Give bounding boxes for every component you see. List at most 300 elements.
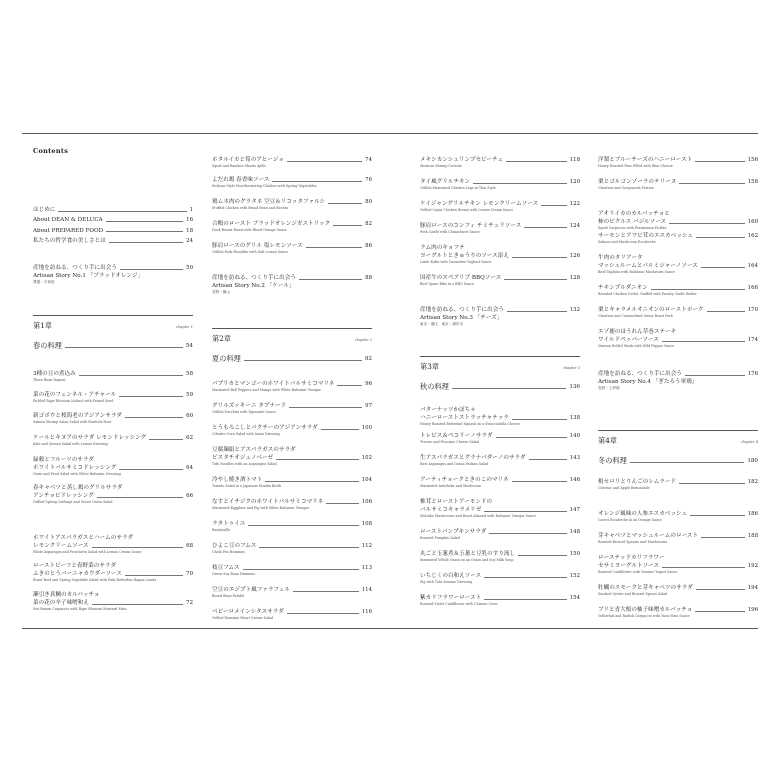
- leader-line: [529, 459, 567, 460]
- entry-title: ふきのとうバーニャカウダーソース: [33, 571, 122, 578]
- entry-subtitle: Grilled Cajun Chicken Breast with Lemon Cream Sauce: [420, 208, 514, 213]
- entry-subtitle: Beef Spare Ribs in a BBQ Sauce: [420, 282, 474, 287]
- entry-subtitle: Grilled Pork Shoulder with Salt Lemon Sauce: [212, 250, 288, 255]
- leader-line: [701, 537, 745, 538]
- entry-title: 国産牛のスペアリブ BBQソース: [420, 275, 502, 281]
- leader-line: [92, 547, 184, 548]
- entry-title: メキシカンシュリンプセビーチェ: [420, 157, 504, 163]
- page-number: 176: [747, 371, 758, 377]
- entry-line: [33, 434, 193, 442]
- page-number: 146: [569, 477, 580, 483]
- entry-title: 紫カリフラワーロースト: [420, 595, 482, 601]
- page-number: 158: [747, 179, 758, 185]
- toc-entry: [598, 510, 758, 523]
- chapter-english: chapter 3: [562, 366, 580, 370]
- toc-entry: [212, 446, 372, 467]
- page-number: 74: [365, 157, 372, 163]
- toc-entry: [598, 306, 758, 319]
- leader-line: [524, 227, 566, 228]
- page-number: 62: [186, 435, 193, 441]
- entry-title: オレンジ風味の人参エスカベッシュ: [598, 511, 688, 517]
- entry-subtitle: Yellowtail and Radish Carpaccio with Yuzu Miso Sauce: [598, 614, 690, 619]
- leader-line: [489, 533, 566, 534]
- page-number: 174: [747, 337, 758, 344]
- toc-entry: [33, 391, 193, 404]
- leader-line: [630, 462, 745, 463]
- page-number: 64: [186, 465, 193, 472]
- entry-subtitle: Shiitake Mushrooms and Roast Almond with Balsamic Vinegar Sauce: [420, 514, 536, 519]
- story-title-text: Artisan Story No.1 「ブラッドオレンジ」: [33, 273, 144, 280]
- toc-entry: [33, 412, 193, 425]
- entry-title: ワイルドペッパーソース: [598, 337, 659, 344]
- page-number: 132: [569, 307, 580, 313]
- leader-line: [248, 525, 359, 526]
- entry-title: タイ風グリルチキン: [420, 179, 471, 185]
- page-number: 68: [186, 543, 193, 550]
- entry-title: 空豆のエジプト風ファラフェル: [212, 587, 290, 593]
- entry-title: About DEAN & DELUCA: [33, 217, 103, 224]
- entry-line: [33, 484, 193, 492]
- chapter-label: 第3章: [420, 362, 439, 371]
- intro-line: [33, 206, 193, 214]
- page-number: 166: [747, 285, 758, 291]
- page-number: 72: [186, 600, 193, 607]
- entry-title: ラム肉のキョフテ: [420, 245, 465, 251]
- entry-line: [33, 599, 193, 607]
- leader-line: [473, 183, 567, 184]
- entry-title: 私たちの哲学食の美しさとは: [33, 238, 106, 245]
- leader-line: [97, 497, 183, 498]
- story-location: 長野・上伊那: [598, 386, 620, 391]
- entry-line: [212, 156, 372, 164]
- entry-line: [598, 218, 758, 226]
- leader-line: [507, 311, 567, 312]
- page-number: 54: [185, 343, 193, 349]
- story-title-text: Artisan Story No.3 「チーズ」: [420, 315, 503, 322]
- entry-title: 丸ごと玉葱煮＆玉葱と豆乳のすり流し: [420, 551, 516, 557]
- entry-subtitle: Chick Pea Hummus: [212, 550, 245, 555]
- toc-entry: [598, 478, 758, 491]
- entry-line: [598, 510, 758, 518]
- entry-subtitle: Venison Rolled Steak with Wild Pepper Sauce: [598, 344, 675, 349]
- entry-line: [598, 584, 758, 592]
- story-title: [598, 378, 758, 386]
- story-location: 東京・港区、東京・調布市: [420, 322, 464, 327]
- page-number: 140: [569, 433, 580, 439]
- leader-line: [79, 375, 183, 376]
- toc-entry: [212, 564, 372, 577]
- entry-line: [420, 476, 580, 484]
- entry-subtitle: Treviso and Pecorino Cheese Salad: [420, 440, 479, 445]
- entry-title: ケールとキヌアのサラダ レモンドレッシング: [33, 435, 147, 441]
- top-rule: [22, 133, 758, 134]
- entry-line: [212, 380, 372, 388]
- entry-title: なすとイチジクのホワイトバルサミコマリネ: [212, 499, 324, 505]
- entry-title: 緑穀とフルーツのサラダ: [33, 457, 95, 463]
- entry-line: [598, 254, 758, 262]
- entry-subtitle: Duck Breast Roast with Blood Orange Sauce: [212, 228, 287, 233]
- leader-line: [484, 577, 566, 578]
- leader-line: [244, 360, 362, 361]
- toc-entry: [212, 586, 372, 599]
- entry-line: [420, 274, 580, 282]
- entry-title: 産地を訪ねる、つくり手に出会う: [212, 275, 296, 281]
- leader-line: [701, 267, 745, 268]
- page-number: 80: [365, 199, 372, 205]
- entry-title: ローストビーフと春野菜のサラダ: [33, 563, 117, 569]
- entry-line: [598, 156, 758, 164]
- entry-title: 新ゴボウと桜海老のアジアンサラダ: [33, 413, 122, 419]
- entry-line: [33, 412, 193, 420]
- artisan-story-3: [420, 306, 580, 328]
- leader-line: [651, 289, 745, 290]
- toc-entry: [33, 591, 193, 612]
- entry-line: [598, 336, 758, 344]
- toc-entry: [212, 402, 372, 415]
- toc-entry: [212, 542, 372, 555]
- entry-title: 枝豆フムス: [212, 565, 240, 571]
- entry-subtitle: Tofu Noodles with an Asparagus Salad: [212, 462, 277, 467]
- entry-subtitle: Stuffed Chicken with Broad Bean and Ricotta: [212, 206, 289, 211]
- leader-line: [679, 483, 745, 484]
- entry-subtitle: Three Bean Ragout: [33, 378, 66, 383]
- entry-title: ローステッドカリフラワー: [598, 555, 665, 561]
- leader-line: [287, 613, 359, 614]
- artisan-story-1: [33, 264, 193, 286]
- leader-line: [504, 279, 566, 280]
- entry-line: [212, 402, 372, 410]
- entry-title: About PREPARED FOOD: [33, 227, 104, 234]
- toc-entry: [33, 534, 193, 555]
- toc-entry: [598, 254, 758, 275]
- entry-line: [420, 528, 580, 536]
- entry-line: [420, 594, 580, 602]
- season-title: [212, 354, 372, 364]
- entry-subtitle: Roasted Cauliflower with Sesame Yogurt Sauce: [598, 570, 678, 575]
- entry-subtitle: Roast Beef and Spring Vegetable Salad with Fuki Butterbur Bagna Cauda: [33, 578, 157, 583]
- entry-subtitle: Celeriac and Apple Remoulade: [598, 486, 650, 491]
- page-number: 160: [747, 219, 758, 226]
- toc-entry: [420, 222, 580, 235]
- leader-line: [452, 388, 567, 389]
- page-number: 96: [365, 381, 372, 387]
- chapter-2-header: [212, 328, 372, 344]
- entry-line: [420, 244, 580, 252]
- chapter-1-header: [33, 315, 193, 331]
- entry-title: 冬の料理: [598, 456, 627, 465]
- leader-line: [696, 589, 745, 590]
- entry-subtitle: Cilantro Corn Salad with Asian Dressing: [212, 432, 280, 437]
- leader-line: [690, 515, 745, 516]
- entry-title: とうもろこしとパクチーのアジアンサラダ: [212, 425, 318, 431]
- entry-subtitle: Grilled Zucchini with Tapenade Sauce: [212, 410, 276, 415]
- page-number: 156: [747, 157, 758, 163]
- entry-subtitle: White Asparagus and Prosciutto Salad with Lemon Cream Sauce: [33, 550, 142, 555]
- leader-line: [696, 237, 745, 238]
- leader-line: [299, 279, 362, 280]
- page-number: 154: [569, 595, 580, 601]
- leader-line: [65, 347, 183, 348]
- chapter-row: [420, 362, 580, 372]
- toc-entry: [420, 156, 580, 169]
- entry-line: [212, 176, 372, 184]
- entry-subtitle: Broad Bean Falafel: [212, 594, 244, 599]
- entry-line: [598, 232, 758, 240]
- entry-title: 豆腐麺絹とアスパラガスのサラダ: [212, 447, 296, 453]
- leader-line: [149, 439, 183, 440]
- toc-entry: [420, 476, 580, 489]
- leader-line: [106, 231, 183, 232]
- page-number: 128: [569, 275, 580, 281]
- entry-subtitle: Grain and Fruit Salad with White Balsamic Dressing: [33, 472, 121, 477]
- page-number: 138: [569, 415, 580, 422]
- entry-title: アオリイカのカルパッチョと: [598, 211, 670, 217]
- entry-title: ヨーグルトときゅうりのソース添え: [420, 253, 509, 260]
- entry-title: 豚肩ロースのグリル 塩レモンソース: [212, 243, 303, 249]
- toc-entry: [420, 572, 580, 585]
- leader-line: [276, 459, 359, 460]
- entry-line: [420, 498, 580, 506]
- leader-line: [293, 591, 359, 592]
- toc-entry: [33, 370, 193, 383]
- entry-line: [212, 498, 372, 506]
- chapter-label: 第2章: [212, 334, 231, 343]
- entry-line: [212, 608, 372, 616]
- entry-line: [420, 506, 580, 514]
- leader-line: [243, 569, 359, 570]
- leader-line: [662, 341, 745, 342]
- entry-title: ピスタチオジェノベーゼ: [212, 455, 274, 462]
- toc-entry: [420, 594, 580, 607]
- toc-entry: [420, 200, 580, 213]
- leader-line: [512, 257, 567, 258]
- page-number: 116: [361, 609, 372, 615]
- contents-title: Contents: [33, 147, 69, 155]
- page-number: 164: [747, 263, 758, 270]
- page-number: 1: [189, 207, 193, 213]
- entry-subtitle: Mexican Shrimp Ceviche: [420, 164, 462, 169]
- entry-title: 牛肉のタリアータ: [598, 255, 643, 261]
- leader-line: [662, 567, 745, 568]
- page-number: 126: [569, 253, 580, 260]
- entry-line: [420, 252, 580, 260]
- leader-line: [125, 575, 183, 576]
- entry-title: グリルズッキーニ タプナード: [212, 403, 287, 409]
- toc-entry: [212, 176, 372, 189]
- entry-title: 夏の料理: [212, 354, 241, 363]
- entry-title: ケイジャングリルチキン レモンクリームソース: [420, 201, 539, 207]
- page-number: 114: [361, 587, 372, 593]
- entry-title: いちじくの白和えソース: [420, 573, 482, 579]
- leader-line: [119, 396, 183, 397]
- toc-entry: [212, 380, 372, 393]
- toc-entry: [420, 406, 580, 427]
- entry-title: ホワイトアスパラガスとハームのサラダ: [33, 535, 134, 541]
- entry-title: ラタトゥイユ: [212, 521, 246, 527]
- leader-line: [306, 247, 362, 248]
- leader-line: [321, 429, 359, 430]
- intro-entry: [33, 206, 193, 214]
- intro-line: [33, 227, 193, 235]
- entry-subtitle: Grilled Spring Cabbage and Green Onion Salad: [33, 500, 113, 505]
- entry-title: 豚肩ロースのコンフィ チミチュリソース: [420, 223, 522, 229]
- page-number: 122: [569, 201, 580, 207]
- leader-line: [287, 161, 362, 162]
- entry-title: 芽キャベツとマッシュルームのロースト: [598, 533, 699, 539]
- page-number: 182: [747, 479, 758, 485]
- toc-entry: [598, 606, 758, 619]
- entry-title: 秋の料理: [420, 382, 449, 391]
- story-title: [212, 282, 372, 290]
- page-number: 170: [747, 307, 758, 313]
- story-location: 長野・飯山: [212, 290, 230, 295]
- entry-line: [598, 554, 758, 562]
- entry-line: [33, 492, 193, 500]
- entry-subtitle: Sea Bream Carpaccio with Rape Blossom Mustard Miso: [33, 607, 127, 612]
- story-heading: [420, 306, 580, 314]
- toc-entry: [598, 532, 758, 545]
- entry-title: 牡蠣のスモークと芽キャベツのサラダ: [598, 585, 693, 591]
- chapter-row: [212, 334, 372, 344]
- toc-entry: [33, 484, 193, 505]
- page-number: 150: [569, 551, 580, 557]
- entry-line: [420, 572, 580, 580]
- leader-line: [333, 225, 362, 226]
- bottom-rule: [22, 628, 758, 629]
- chapter-english: chapter 4: [740, 440, 758, 444]
- intro-line: [33, 237, 193, 245]
- entry-line: [212, 564, 372, 572]
- page-number: 194: [747, 585, 758, 591]
- page-number: 108: [361, 521, 372, 527]
- leader-line: [125, 417, 183, 418]
- page-number: 106: [361, 499, 372, 505]
- toc-entry: [420, 498, 580, 519]
- entry-line: [420, 156, 580, 164]
- entry-title: セサミヨーグルトソース: [598, 563, 660, 570]
- entry-line: [33, 391, 193, 399]
- chapter-english: chapter 2: [354, 338, 372, 342]
- leader-line: [484, 599, 566, 600]
- leader-line: [695, 611, 744, 612]
- story-heading: [212, 274, 372, 282]
- entry-title: ホタルイカと筍のアヒージョ: [212, 157, 284, 163]
- chapter-3-header: [420, 356, 580, 372]
- page-number: 136: [569, 384, 580, 390]
- entry-subtitle: Fig with Tofu Sesame Dressing: [420, 580, 473, 585]
- entry-title: 菜の花の辛子味噌和え: [33, 600, 89, 607]
- toc-entry: [420, 244, 580, 265]
- entry-line: [420, 406, 580, 414]
- entry-line: [212, 446, 372, 454]
- toc-entry: [598, 554, 758, 575]
- entry-subtitle: Beef Tagliata with Balsamic Mushroom Sauce: [598, 270, 675, 275]
- entry-line: [598, 532, 758, 540]
- page-number: 60: [186, 413, 193, 419]
- leader-line: [685, 375, 745, 376]
- entry-line: [420, 222, 580, 230]
- toc-entry: [212, 520, 372, 533]
- toc-entry: [420, 550, 580, 563]
- page-number: 196: [747, 607, 758, 613]
- toc-entry: [598, 178, 758, 191]
- page-number: 16: [186, 217, 193, 224]
- page-number: 143: [569, 455, 580, 461]
- entry-line: [212, 198, 372, 206]
- entry-title: よだれ鶏 春香味ソース: [212, 177, 270, 183]
- entry-subtitle: Grilled Romaine Heart Caesar Salad: [212, 616, 274, 621]
- page-number: 112: [361, 543, 372, 549]
- page-number: 76: [365, 177, 372, 183]
- entry-subtitle: Sakura Shrimp Asian Salad with Burdock Root: [33, 420, 112, 425]
- entry-title: 産地を訪ねる、つくり手に出会う: [33, 265, 117, 271]
- page-number: 192: [747, 563, 758, 570]
- entry-title: ハニーローストストラッチャテッラ: [420, 415, 509, 422]
- entry-subtitle: Salmon and Mushroom Escabeche: [598, 240, 656, 245]
- chapter-label: 第1章: [33, 321, 52, 330]
- leader-line: [265, 481, 358, 482]
- entry-subtitle: Honey Roasted Pear Filled with Blue Cheese: [598, 164, 673, 169]
- toc-entry: [598, 584, 758, 597]
- entry-title: パプリカとマンゴーのホワイトバルサミコマリネ: [212, 381, 335, 387]
- entry-line: [598, 284, 758, 292]
- entry-line: [212, 520, 372, 528]
- entry-subtitle: Green Soy Bean Hummus: [212, 572, 256, 577]
- entry-title: 菜の花のフェンネル・アチャール: [33, 392, 117, 398]
- entry-subtitle: Marinated Bell Peppers and Mango with White Balsamic Vinegar: [212, 388, 321, 393]
- entry-title: レモンクリームソース: [33, 543, 89, 550]
- page-number: 148: [569, 529, 580, 535]
- entry-title: サーモンとアワビ茸のエスカベッシュ: [598, 233, 693, 239]
- entry-line: [33, 456, 193, 464]
- entry-line: [598, 262, 758, 270]
- story-title-text: Artisan Story No.2 「ケール」: [212, 283, 295, 290]
- page-number: 92: [364, 356, 372, 362]
- story-heading: [33, 264, 193, 272]
- entry-title: 瀬引き真鯛のカルパッチョ: [33, 592, 100, 598]
- entry-title: 根セロリとりんごのレムラード: [598, 479, 677, 485]
- toc-entry: [420, 432, 580, 445]
- entry-title: バターナッツかぼちゃ: [420, 407, 476, 413]
- leader-line: [106, 221, 183, 222]
- page-number: 86: [365, 243, 372, 249]
- entry-subtitle: Chestnut and Gorgonzola Terrine: [598, 186, 654, 191]
- story-location: 愛媛・宇和島: [33, 280, 55, 285]
- entry-title: ベビーロメインシタスサラダ: [212, 609, 284, 615]
- toc-entry: [33, 456, 193, 477]
- entry-line: [33, 591, 193, 599]
- entry-line: [598, 562, 758, 570]
- season-title: [420, 382, 580, 392]
- entry-subtitle: Roasted Brussel Sprouts and Mushrooms: [598, 540, 668, 545]
- entry-title: ブリと青大根の柚子味噌カルパッチョ: [598, 607, 693, 613]
- page-number: 97: [365, 403, 372, 409]
- entry-title: 洋梨とブルーチーズのハニーロースト: [598, 157, 693, 163]
- entry-title: 産地を訪ねる、つくり手に出会う: [598, 371, 682, 377]
- toc-entry: [212, 156, 372, 169]
- entry-line: [212, 476, 372, 484]
- entry-subtitle: Simmered Whole Onion on an Onion and Soy Milk Soup: [420, 558, 514, 563]
- entry-subtitle: Squid Carpaccio with Persimmon Pickles: [598, 226, 667, 231]
- toc-entry: [598, 284, 758, 297]
- page-number: 124: [569, 223, 580, 229]
- page-number: 58: [186, 371, 193, 377]
- toc-entry: [212, 242, 372, 255]
- entry-line: [420, 414, 580, 422]
- entry-title: ひよこ豆のフムス: [212, 543, 257, 549]
- leader-line: [337, 385, 362, 386]
- entry-title: 栗とキャラメルオニオンのローストポーク: [598, 307, 704, 313]
